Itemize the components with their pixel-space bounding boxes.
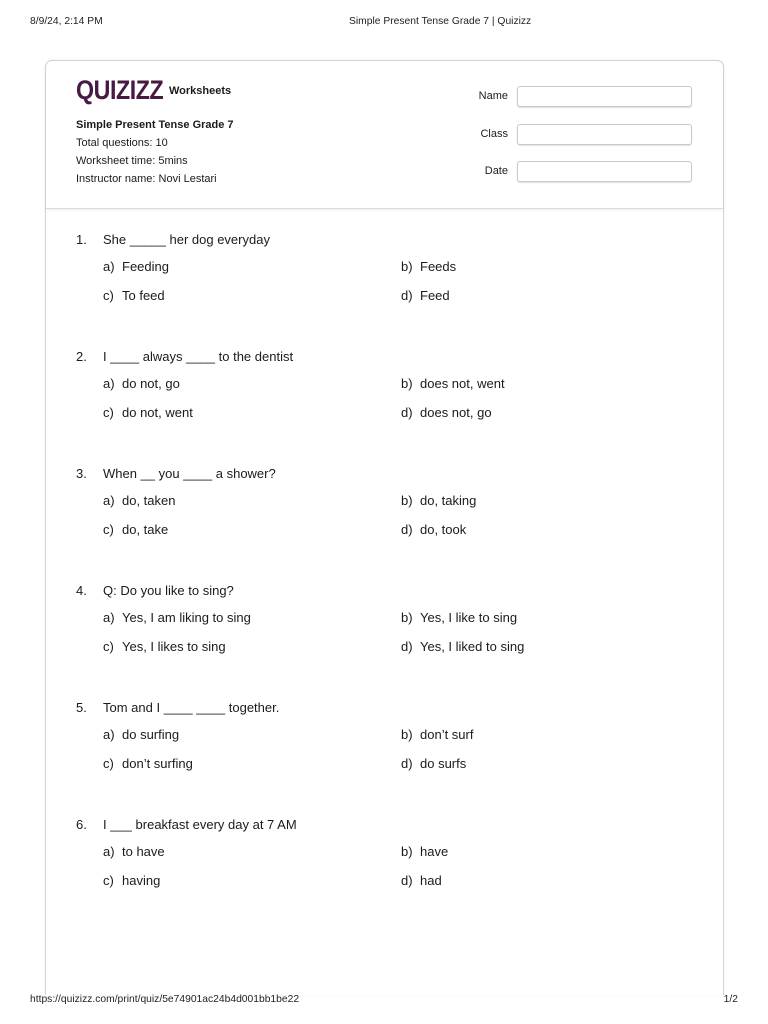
answer-options bbox=[103, 842, 699, 891]
question-line bbox=[76, 815, 297, 835]
question-item bbox=[76, 464, 699, 581]
instructor-name: Instructor name: Novi Lestari bbox=[76, 173, 217, 185]
question-item bbox=[76, 230, 699, 347]
question-item bbox=[76, 347, 699, 464]
answer-option bbox=[401, 842, 699, 862]
answer-option bbox=[401, 608, 699, 628]
option-text: do surfs bbox=[420, 756, 467, 771]
answer-option bbox=[103, 842, 401, 862]
answer-options bbox=[103, 608, 699, 657]
option-text: does not, go bbox=[420, 405, 492, 420]
question-line bbox=[76, 581, 234, 601]
answer-options bbox=[103, 374, 699, 423]
answer-option bbox=[401, 286, 699, 306]
question-text: Tom and I ____ ____ together. bbox=[103, 700, 280, 715]
question-line bbox=[76, 230, 270, 250]
question-item bbox=[76, 815, 699, 932]
class-field bbox=[446, 124, 692, 145]
answer-option bbox=[401, 403, 699, 423]
option-letter: a) bbox=[103, 727, 115, 742]
option-text: do, taken bbox=[122, 493, 176, 508]
date-field bbox=[446, 161, 692, 182]
question-text: When __ you ____ a shower? bbox=[103, 466, 276, 481]
quizizz-logo: QUIZIZZ bbox=[76, 75, 164, 105]
question-text: I ____ always ____ to the dentist bbox=[103, 349, 294, 364]
option-text: Yes, I am liking to sing bbox=[122, 610, 251, 625]
worksheet-title: Simple Present Tense Grade 7 bbox=[76, 119, 234, 131]
answer-option bbox=[401, 520, 699, 540]
answer-option bbox=[103, 637, 401, 657]
worksheet-info bbox=[76, 116, 234, 188]
option-text: Yes, I liked to sing bbox=[420, 639, 525, 654]
option-text: do, took bbox=[420, 522, 467, 537]
print-header-title: Simple Present Tense Grade 7 | Quizizz bbox=[349, 16, 532, 27]
option-text: had bbox=[420, 873, 442, 888]
option-text: Yes, I like to sing bbox=[420, 610, 518, 625]
option-letter: a) bbox=[103, 610, 115, 625]
print-header-datetime: 8/9/24, 2:14 PM bbox=[30, 16, 103, 27]
option-text: don’t surfing bbox=[122, 756, 193, 771]
question-list bbox=[76, 230, 699, 932]
answer-option bbox=[103, 520, 401, 540]
option-text: Yes, I likes to sing bbox=[122, 639, 226, 654]
option-letter: d) bbox=[401, 288, 413, 303]
question-number: 4. bbox=[76, 583, 87, 598]
option-text: do not, went bbox=[122, 405, 193, 420]
option-letter: c) bbox=[103, 522, 114, 537]
option-letter: c) bbox=[103, 288, 114, 303]
answer-option bbox=[401, 871, 699, 891]
total-questions: Total questions: 10 bbox=[76, 137, 168, 149]
answer-option bbox=[401, 754, 699, 774]
option-text: Feeding bbox=[122, 259, 169, 274]
option-letter: b) bbox=[401, 844, 413, 859]
answer-option bbox=[103, 286, 401, 306]
answer-option bbox=[103, 374, 401, 394]
option-text: does not, went bbox=[420, 376, 505, 391]
question-item bbox=[76, 698, 699, 815]
option-text: do not, go bbox=[122, 376, 180, 391]
answer-option bbox=[103, 491, 401, 511]
class-label: Class bbox=[480, 128, 508, 140]
answer-option bbox=[401, 374, 699, 394]
question-number: 5. bbox=[76, 700, 87, 715]
answer-options bbox=[103, 725, 699, 774]
option-text: To feed bbox=[122, 288, 165, 303]
option-letter: b) bbox=[401, 259, 413, 274]
question-line bbox=[76, 347, 293, 367]
worksheet-time: Worksheet time: 5mins bbox=[76, 155, 188, 167]
answer-option bbox=[401, 491, 699, 511]
answer-option bbox=[401, 257, 699, 277]
answer-options bbox=[103, 491, 699, 540]
question-text: Q: Do you like to sing? bbox=[103, 583, 234, 598]
option-letter: d) bbox=[401, 873, 413, 888]
option-letter: a) bbox=[103, 376, 115, 391]
option-letter: c) bbox=[103, 405, 114, 420]
option-text: having bbox=[122, 873, 161, 888]
option-letter: b) bbox=[401, 610, 413, 625]
question-number: 6. bbox=[76, 817, 87, 832]
option-letter: d) bbox=[401, 405, 413, 420]
worksheet-card bbox=[45, 60, 724, 995]
answer-option bbox=[103, 608, 401, 628]
option-letter: a) bbox=[103, 844, 115, 859]
question-number: 1. bbox=[76, 232, 87, 247]
option-text: do, take bbox=[122, 522, 169, 537]
worksheets-label: Worksheets bbox=[169, 85, 232, 97]
option-letter: b) bbox=[401, 727, 413, 742]
answer-option bbox=[401, 637, 699, 657]
answer-option bbox=[103, 754, 401, 774]
option-letter: c) bbox=[103, 873, 114, 888]
option-text: do, taking bbox=[420, 493, 477, 508]
option-letter: d) bbox=[401, 522, 413, 537]
option-text: don’t surf bbox=[420, 727, 474, 742]
option-letter: a) bbox=[103, 493, 115, 508]
option-text: do surfing bbox=[122, 727, 180, 742]
question-number: 3. bbox=[76, 466, 87, 481]
option-text: to have bbox=[122, 844, 165, 859]
date-input[interactable] bbox=[517, 161, 692, 182]
option-letter: c) bbox=[103, 639, 114, 654]
option-text: have bbox=[420, 844, 449, 859]
answer-option bbox=[103, 403, 401, 423]
name-input[interactable] bbox=[517, 86, 692, 107]
question-text: She _____ her dog everyday bbox=[103, 232, 270, 247]
option-letter: d) bbox=[401, 756, 413, 771]
option-letter: a) bbox=[103, 259, 115, 274]
option-letter: c) bbox=[103, 756, 114, 771]
print-footer-url: https://quizizz.com/print/quiz/5e74901ac24b4d001bb1be22 bbox=[30, 994, 300, 1005]
worksheet-header bbox=[46, 61, 723, 209]
class-input[interactable] bbox=[517, 124, 692, 145]
answer-option bbox=[103, 871, 401, 891]
question-line bbox=[76, 464, 276, 484]
date-label: Date bbox=[484, 165, 508, 177]
question-line bbox=[76, 698, 279, 718]
answer-option bbox=[103, 725, 401, 745]
answer-option bbox=[103, 257, 401, 277]
print-footer-page-number: 1/2 bbox=[723, 994, 738, 1005]
option-text: Feed bbox=[420, 288, 450, 303]
question-number: 2. bbox=[76, 349, 87, 364]
name-label: Name bbox=[478, 90, 508, 102]
answer-options bbox=[103, 257, 699, 306]
name-field bbox=[446, 86, 692, 107]
option-letter: b) bbox=[401, 493, 413, 508]
option-text: Feeds bbox=[420, 259, 457, 274]
answer-option bbox=[401, 725, 699, 745]
option-letter: b) bbox=[401, 376, 413, 391]
question-text: I ___ breakfast every day at 7 AM bbox=[103, 817, 297, 832]
option-letter: d) bbox=[401, 639, 413, 654]
question-item bbox=[76, 581, 699, 698]
